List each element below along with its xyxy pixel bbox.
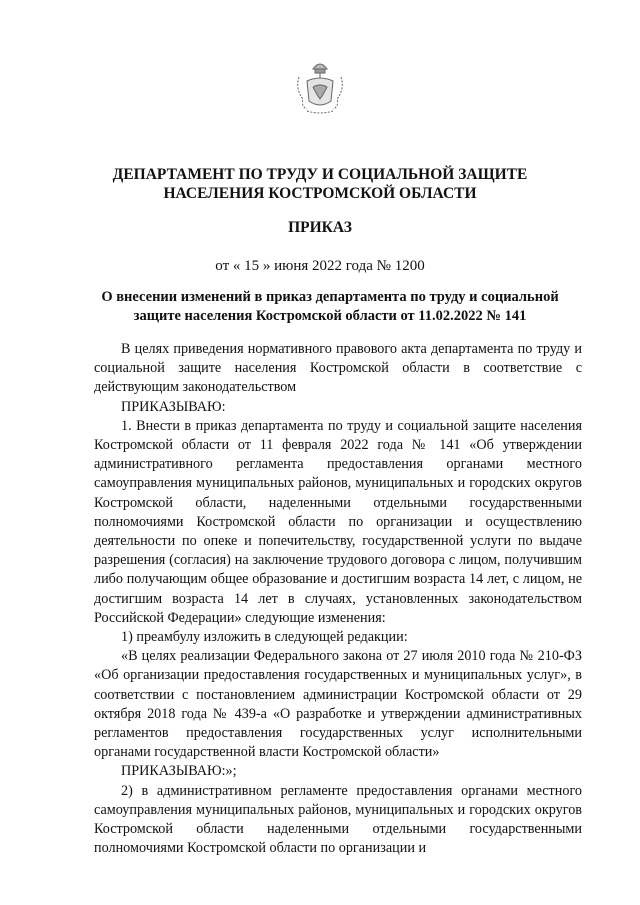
order-date-number: от « 15 » июня 2022 года № 1200 xyxy=(215,258,425,274)
quoted-order-directive: ПРИКАЗЫВАЮ:»; xyxy=(121,763,237,780)
subclause-2-paragraph: 2) в административном регламенте предоставления органами местного самоуправления муниципальных районов, муниципальных и городских округов Костромской области наделенными отдельными государственными полномочиями Костромской области по организации и xyxy=(94,782,582,857)
order-subject xyxy=(80,288,580,326)
quoted-preamble-paragraph: «В целях реализации Федерального закона от 27 июля 2010 года № 210-ФЗ «Об организации предоставления государственных и муниципальных услуг», в соответствии с постановлением администрации Костромской области от 29 октября 2018 года № 439-а «О разработке и утверждении административных регламентов предоставления государственных услуг исполнительными органами государственной власти Костромской области» xyxy=(94,648,582,761)
order-subject-line1: О внесении изменений в приказ департамента по труду и социальной xyxy=(101,289,559,305)
document-body xyxy=(94,340,582,858)
preamble-paragraph: В целях приведения нормативного правового акта департамента по труду и социальной защите населения Костромской области в соответствие с действующим законодательством xyxy=(94,341,582,396)
subclause-1-paragraph: 1) преамбулу изложить в следующей редакции: xyxy=(121,629,408,646)
clause-1-paragraph: 1. Внести в приказ департамента по труду и социальной защите населения Костромской области от 11 февраля 2022 года № 141 «Об утверждении административного регламента предоставления органами местного самоуправления муниципальных районов, муниципальных и городских округов Костромской области, наделенными отдельными государственными полномочиями Костромской области по организации и осуществлению деятельности по опеке и попечительству, государственной услуги по выдаче разрешения (согласия) на заключение трудового договора с лицом, получившим либо получающим общее образование и достигшим возраста 14 лет, с лицом, не достигшим возраста 14 лет в случаях, установленных законодательством Российской Федерации» следующие изменения: xyxy=(94,417,582,626)
department-name-line2: НАСЕЛЕНИЯ КОСТРОМСКОЙ ОБЛАСТИ xyxy=(163,185,477,202)
document-type-title: ПРИКАЗ xyxy=(288,219,352,236)
order-subject-line2: защите населения Костромской области от 11.02.2022 № 141 xyxy=(133,308,527,324)
department-name-line1: ДЕПАРТАМЕНТ ПО ТРУДУ И СОЦИАЛЬНОЙ ЗАЩИТЕ xyxy=(112,166,528,183)
coat-of-arms-emblem-icon xyxy=(293,55,347,115)
order-directive: ПРИКАЗЫВАЮ: xyxy=(121,398,226,415)
department-name xyxy=(60,165,580,203)
